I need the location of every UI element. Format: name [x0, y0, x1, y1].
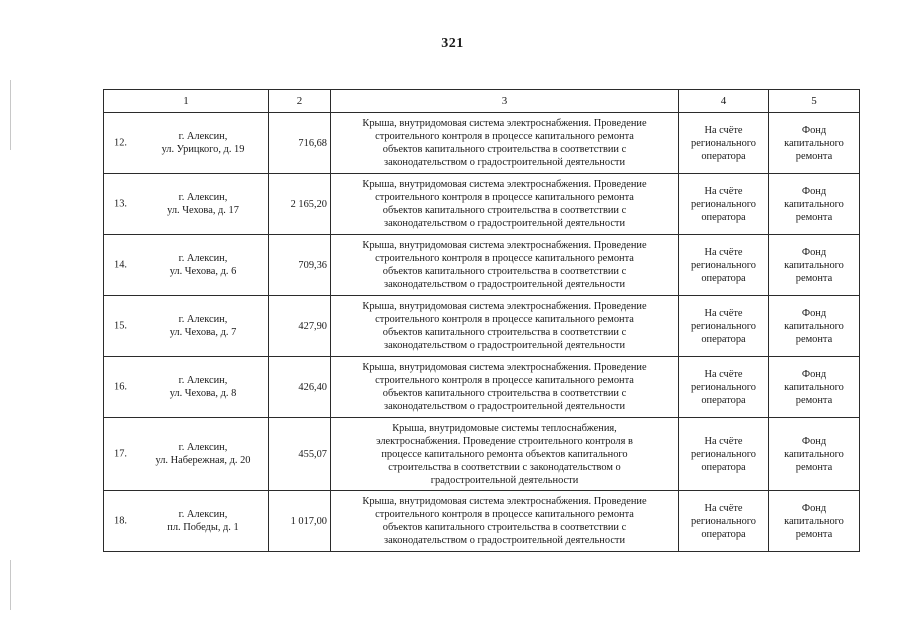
- address-cell: [104, 296, 269, 357]
- works-line: Крыша, внутридомовая система электроснабжения. Проведение: [362, 362, 647, 373]
- address-line: ул. Чехова, д. 17: [167, 205, 239, 216]
- column-header: 1: [104, 90, 269, 113]
- fund-cell: [769, 235, 860, 296]
- area-cell: 426,40: [269, 357, 331, 418]
- account-line: оператора: [701, 394, 746, 406]
- works-line: строительного контроля в процессе капитального ремонта: [375, 253, 634, 264]
- fund-cell: [769, 296, 860, 357]
- address-text: [107, 508, 265, 534]
- works-line: законодательством о градостроительной деятельности: [383, 535, 626, 546]
- table-row: [104, 357, 860, 418]
- account-cell: [679, 296, 769, 357]
- works-line: объектов капитального строительства в соответствии с: [382, 327, 627, 338]
- address-text: [107, 313, 265, 339]
- fund-line: капитального: [784, 448, 844, 460]
- works-line: Крыша, внутридомовая система электроснабжения. Проведение: [362, 496, 647, 507]
- account-line: оператора: [701, 528, 746, 540]
- works-line: Крыша, внутридомовая система электроснабжения. Проведение: [362, 301, 647, 312]
- address-cell: [104, 491, 269, 552]
- address-line: г. Алексин,: [178, 192, 228, 203]
- fund-cell: [769, 174, 860, 235]
- account-cell: [679, 357, 769, 418]
- column-header: 5: [769, 90, 860, 113]
- row-number: 18.: [114, 515, 127, 527]
- row-number: 12.: [114, 137, 127, 149]
- column-header: 2: [269, 90, 331, 113]
- row-number: 16.: [114, 381, 127, 393]
- account-line: регионального: [691, 448, 756, 460]
- fund-line: Фонд: [801, 368, 827, 380]
- address-text: [107, 374, 265, 400]
- works-line: строительства в соответствии с законодательством о: [388, 461, 621, 473]
- works-cell: [331, 235, 679, 296]
- fund-line: Фонд: [801, 185, 827, 197]
- fund-line: капитального: [784, 198, 844, 210]
- account-line: оператора: [701, 272, 746, 284]
- address-line: г. Алексин,: [178, 442, 228, 453]
- row-number: 14.: [114, 259, 127, 271]
- works-line: объектов капитального строительства в соответствии с: [382, 522, 627, 533]
- works-line: законодательством о градостроительной деятельности: [383, 279, 626, 290]
- account-line: регионального: [691, 381, 756, 393]
- account-line: На счёте: [704, 368, 743, 380]
- works-line: Крыша, внутридомовые системы теплоснабжения,: [392, 422, 617, 434]
- account-line: регионального: [691, 515, 756, 527]
- fund-line: ремонта: [795, 150, 833, 162]
- address-line: пл. Победы, д. 1: [167, 522, 239, 533]
- address-line: ул. Набережная, д. 20: [155, 455, 251, 466]
- works-line: строительного контроля в процессе капитального ремонта: [375, 314, 634, 325]
- account-cell: [679, 235, 769, 296]
- works-cell: [331, 491, 679, 552]
- works-line: процессе капитального ремонта объектов капитального: [381, 448, 628, 460]
- works-line: строительного контроля в процессе капитального ремонта: [375, 131, 634, 142]
- account-line: оператора: [701, 150, 746, 162]
- works-line: объектов капитального строительства в соответствии с: [382, 388, 627, 399]
- table-row: [104, 296, 860, 357]
- fund-cell: [769, 357, 860, 418]
- area-cell: 427,90: [269, 296, 331, 357]
- works-line: Крыша, внутридомовая система электроснабжения. Проведение: [362, 240, 647, 251]
- address-line: ул. Чехова, д. 7: [169, 327, 237, 338]
- fund-line: ремонта: [795, 528, 833, 540]
- table-row: [104, 491, 860, 552]
- fund-line: Фонд: [801, 246, 827, 258]
- account-line: регионального: [691, 320, 756, 332]
- account-cell: [679, 113, 769, 174]
- account-line: На счёте: [704, 185, 743, 197]
- account-line: На счёте: [704, 246, 743, 258]
- repair-registry-table: [103, 89, 860, 552]
- address-cell: [104, 113, 269, 174]
- works-cell: [331, 357, 679, 418]
- fund-line: капитального: [784, 381, 844, 393]
- fund-line: ремонта: [795, 333, 833, 345]
- works-line: законодательством о градостроительной деятельности: [383, 218, 626, 229]
- works-line: объектов капитального строительства в соответствии с: [382, 144, 627, 155]
- row-number: 15.: [114, 320, 127, 332]
- fund-line: капитального: [784, 515, 844, 527]
- address-line: ул. Урицкого, д. 19: [161, 144, 245, 155]
- fund-line: капитального: [784, 259, 844, 271]
- works-cell: [331, 174, 679, 235]
- account-cell: [679, 418, 769, 491]
- account-cell: [679, 174, 769, 235]
- table-row: [104, 113, 860, 174]
- fund-line: Фонд: [801, 435, 827, 447]
- account-line: На счёте: [704, 307, 743, 319]
- fund-line: ремонта: [795, 211, 833, 223]
- works-line: объектов капитального строительства в соответствии с: [382, 205, 627, 216]
- table-body: [104, 113, 860, 552]
- fund-line: ремонта: [795, 461, 833, 473]
- works-line: градостроительной деятельности: [430, 474, 579, 486]
- account-line: регионального: [691, 137, 756, 149]
- table-row: [104, 235, 860, 296]
- address-line: г. Алексин,: [178, 131, 228, 142]
- column-header: 4: [679, 90, 769, 113]
- fund-line: Фонд: [801, 502, 827, 514]
- area-cell: 1 017,00: [269, 491, 331, 552]
- area-cell: 455,07: [269, 418, 331, 491]
- address-text: [107, 252, 265, 278]
- address-line: г. Алексин,: [178, 509, 228, 520]
- fund-cell: [769, 491, 860, 552]
- margin-mark: [10, 80, 11, 150]
- account-line: оператора: [701, 333, 746, 345]
- works-cell: [331, 296, 679, 357]
- account-line: На счёте: [704, 435, 743, 447]
- works-line: законодательством о градостроительной деятельности: [383, 157, 626, 168]
- works-line: законодательством о градостроительной деятельности: [383, 340, 626, 351]
- fund-line: ремонта: [795, 394, 833, 406]
- account-line: На счёте: [704, 502, 743, 514]
- fund-line: Фонд: [801, 307, 827, 319]
- works-line: Крыша, внутридомовая система электроснабжения. Проведение: [362, 118, 647, 129]
- area-cell: 716,68: [269, 113, 331, 174]
- address-cell: [104, 235, 269, 296]
- works-line: Крыша, внутридомовая система электроснабжения. Проведение: [362, 179, 647, 190]
- table-row: [104, 174, 860, 235]
- fund-line: Фонд: [801, 124, 827, 136]
- address-line: г. Алексин,: [178, 375, 228, 386]
- address-cell: [104, 418, 269, 491]
- address-cell: [104, 174, 269, 235]
- works-line: объектов капитального строительства в соответствии с: [382, 266, 627, 277]
- address-text: [107, 441, 265, 467]
- fund-line: ремонта: [795, 272, 833, 284]
- column-header: 3: [331, 90, 679, 113]
- fund-cell: [769, 418, 860, 491]
- page-number: 321: [441, 36, 464, 51]
- address-cell: [104, 357, 269, 418]
- address-line: ул. Чехова, д. 6: [169, 266, 237, 277]
- fund-line: капитального: [784, 137, 844, 149]
- works-cell: [331, 418, 679, 491]
- account-line: регионального: [691, 259, 756, 271]
- row-number: 17.: [114, 448, 127, 460]
- works-line: строительного контроля в процессе капитального ремонта: [375, 509, 634, 520]
- account-line: регионального: [691, 198, 756, 210]
- works-line: строительного контроля в процессе капитального ремонта: [375, 192, 634, 203]
- margin-mark: [10, 560, 11, 610]
- works-line: строительного контроля в процессе капитального ремонта: [375, 375, 634, 386]
- address-text: [107, 130, 265, 156]
- works-cell: [331, 113, 679, 174]
- account-line: На счёте: [704, 124, 743, 136]
- account-line: оператора: [701, 211, 746, 223]
- address-text: [107, 191, 265, 217]
- row-number: 13.: [114, 198, 127, 210]
- works-line: электроснабжения. Проведение строительного контроля в: [376, 435, 633, 447]
- table-row: [104, 418, 860, 491]
- account-line: оператора: [701, 461, 746, 473]
- works-line: законодательством о градостроительной деятельности: [383, 401, 626, 412]
- address-line: г. Алексин,: [178, 314, 228, 325]
- column-number-row: [104, 90, 860, 113]
- fund-cell: [769, 113, 860, 174]
- fund-line: капитального: [784, 320, 844, 332]
- area-cell: 2 165,20: [269, 174, 331, 235]
- account-cell: [679, 491, 769, 552]
- area-cell: 709,36: [269, 235, 331, 296]
- address-line: г. Алексин,: [178, 253, 228, 264]
- address-line: ул. Чехова, д. 8: [169, 388, 237, 399]
